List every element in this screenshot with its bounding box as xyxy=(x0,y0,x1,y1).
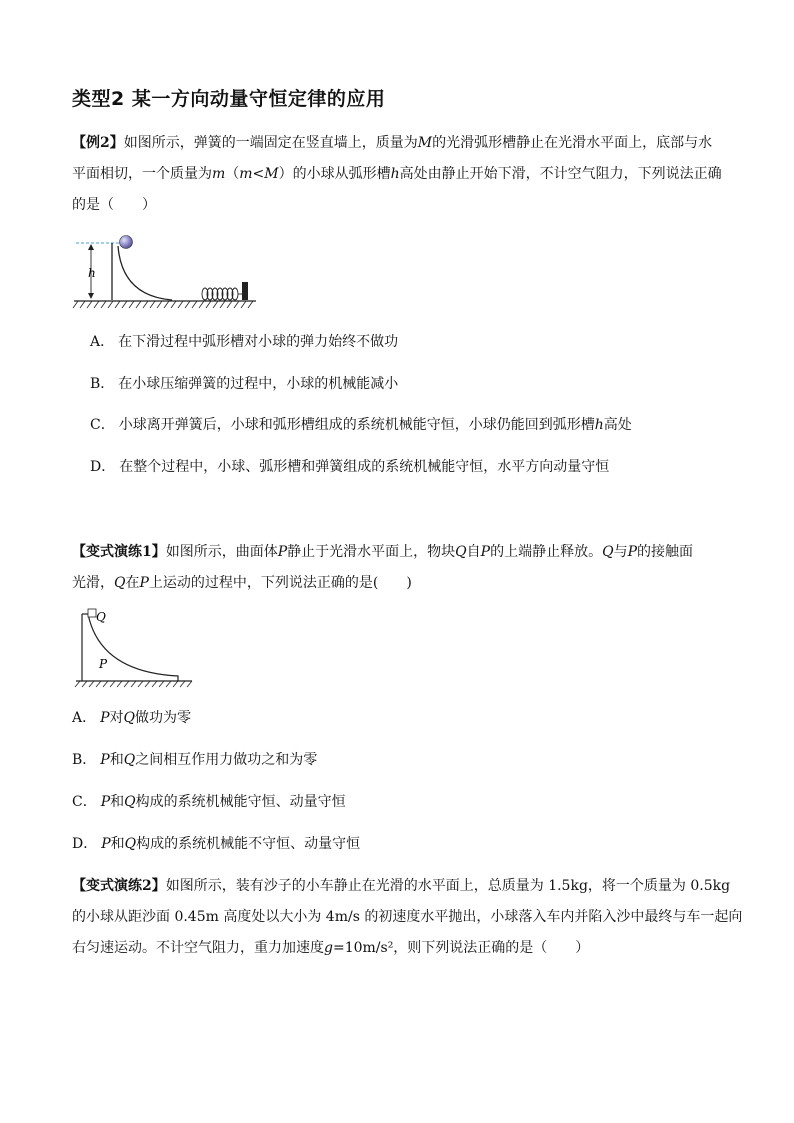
option-text: 构成的系统机械能不守恒、动量守恒 xyxy=(136,836,361,852)
question-line xyxy=(72,568,726,599)
variant1-option-a[interactable] xyxy=(72,708,191,728)
text-run: （ xyxy=(225,166,240,182)
option-text: 在下滑过程中弧形槽对小球的弹力始终不做功 xyxy=(118,334,399,350)
option-text-tail: 高处 xyxy=(603,417,632,433)
var-P: P xyxy=(101,836,111,852)
var-P: P xyxy=(480,544,491,560)
text-run: 静止于光滑水平面上，物块 xyxy=(287,544,456,560)
var-Q: Q xyxy=(124,794,136,810)
option-letter: A． xyxy=(72,710,97,726)
text-run: =10m/s²，则下列说法正确的是（ ） xyxy=(332,940,590,956)
option-text: 小球离开弹簧后，小球和弧形槽组成的系统机械能守恒，小球仍能回到弧形槽 xyxy=(118,417,595,433)
question-line xyxy=(72,933,726,964)
option-letter: B． xyxy=(72,752,97,768)
section-title: 类型2 某一方向动量守恒定律的应用 xyxy=(72,88,386,110)
option-letter: C． xyxy=(90,417,115,433)
text-run: 上运动的过程中，下列说法正确的是( ) xyxy=(148,575,412,591)
question-line xyxy=(72,537,726,568)
text-run: 与 xyxy=(613,544,628,560)
variant1-option-b[interactable] xyxy=(72,750,317,770)
text-run: 平面相切，一个质量为 xyxy=(72,166,212,182)
example2-option-b[interactable] xyxy=(90,374,398,394)
option-letter: D． xyxy=(72,836,98,852)
var-h: h xyxy=(594,417,604,433)
ground-hatching xyxy=(75,681,192,687)
text-run: 如图所示，装有沙子的小车静止在光滑的水平面上，总质量为 1.5kg，将一个质量为 0.5kg xyxy=(165,878,731,894)
variant-tag: 【变式演练2】 xyxy=(72,878,166,894)
var-P: P xyxy=(277,544,288,560)
example-tag: 【例2】 xyxy=(72,135,124,151)
var-h: h xyxy=(390,166,400,182)
variant1-option-d[interactable] xyxy=(72,834,360,854)
text-run: 如图所示，曲面体 xyxy=(165,544,278,560)
question-line xyxy=(72,190,726,221)
text-run: 的光滑弧形槽静止在光滑水平面上，底部与水 xyxy=(432,135,713,151)
option-text: 在小球压缩弹簧的过程中，小球的机械能减小 xyxy=(118,376,399,392)
var-Q: Q xyxy=(602,544,614,560)
option-text: 和 xyxy=(110,836,125,852)
var-P: P xyxy=(100,752,110,768)
var-m: m xyxy=(212,166,226,182)
text-run: 如图所示，弹簧的一端固定在竖直墙上，质量为 xyxy=(123,135,418,151)
figure-curved-body-block xyxy=(74,606,198,688)
text-run: 高处由静止开始下滑，不计空气阻力，下列说法正确 xyxy=(399,166,722,182)
example2-option-d[interactable] xyxy=(90,457,609,477)
variant-tag: 【变式演练1】 xyxy=(72,544,166,560)
question-line xyxy=(72,902,743,933)
arc-trough-curve xyxy=(118,246,172,300)
var-Q: Q xyxy=(123,752,136,768)
var-g: g xyxy=(324,940,333,956)
figure-spring-arc-trough xyxy=(72,230,262,316)
option-text: 构成的系统机械能守恒、动量守恒 xyxy=(135,794,346,810)
question-line xyxy=(72,128,726,159)
spring xyxy=(202,288,242,300)
text-run: ）的小球从弧形槽 xyxy=(278,166,391,182)
text-run: 光滑， xyxy=(72,575,114,591)
arrowhead-down xyxy=(88,293,94,299)
arrowhead-up xyxy=(88,244,94,250)
block-q xyxy=(88,609,96,617)
example2-question xyxy=(72,128,726,221)
ball xyxy=(120,236,133,249)
variant2-question xyxy=(72,871,743,964)
option-letter: C． xyxy=(72,794,97,810)
example2-option-c[interactable] xyxy=(90,415,632,435)
var-P: P xyxy=(100,710,110,726)
text-run: 右匀速运动。不计空气阻力，重力加速度 xyxy=(72,940,324,956)
variant1-question xyxy=(72,537,726,599)
option-letter: B． xyxy=(90,376,115,392)
var-P: P xyxy=(100,794,111,810)
variant1-option-c[interactable] xyxy=(72,792,346,812)
option-letter: D． xyxy=(90,459,116,475)
text-run: 的上端静止释放。 xyxy=(490,544,603,560)
inequality: m<M xyxy=(239,166,279,182)
example2-option-a[interactable] xyxy=(90,332,398,352)
question-line xyxy=(72,871,731,902)
text-run: 的接触面 xyxy=(636,544,693,560)
ground-hatching xyxy=(73,301,253,308)
var-Q: Q xyxy=(124,836,137,852)
option-text: 和 xyxy=(109,752,124,768)
var-Q: Q xyxy=(455,544,467,560)
height-label: h xyxy=(88,266,96,280)
option-letter: A． xyxy=(90,334,115,350)
var-M: M xyxy=(417,135,433,151)
text-run: 的是（ ） xyxy=(72,197,156,213)
label-p: P xyxy=(99,657,108,671)
var-Q: Q xyxy=(123,710,136,726)
option-text: 在整个过程中，小球、弧形槽和弹簧组成的系统机械能守恒，水平方向动量守恒 xyxy=(119,459,610,475)
text-run: 在 xyxy=(125,575,140,591)
label-q: Q xyxy=(96,610,106,624)
var-Q: Q xyxy=(114,575,126,591)
option-text: 和 xyxy=(110,794,125,810)
wall-block xyxy=(242,282,248,300)
text-run: 的小球从距沙面 0.45m 高度处以大小为 4m/s 的初速度水平抛出，小球落入车内并陷入沙中最终与车一起向 xyxy=(72,909,743,925)
option-text: 做功为零 xyxy=(135,710,192,726)
question-line xyxy=(72,159,726,190)
text-run: 自 xyxy=(466,544,481,560)
var-P: P xyxy=(627,544,637,560)
option-text: 对 xyxy=(109,710,124,726)
option-text: 之间相互作用力做功之和为零 xyxy=(135,752,318,768)
var-P: P xyxy=(139,575,149,591)
